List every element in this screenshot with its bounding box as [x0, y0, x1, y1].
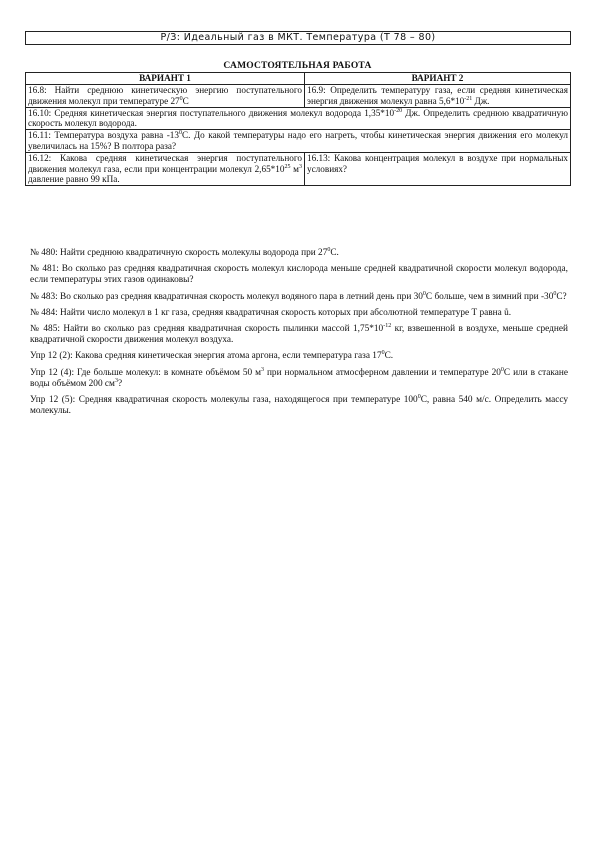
- list-item: № 484: Найти число молекул в 1 кг газа, средняя квадратичная скорость которых при абсолютной температуре Т равна ů.: [30, 307, 512, 318]
- task-16-9: 16.9: Определить температуру газа, если средняя кинетическая энергия движения молекул равна $5,6*10^{-21}$ Дж.: [305, 85, 571, 108]
- task-16-8: 16.8: Найти среднюю кинетическую энергию поступательного движения молекул при температуре $27^0С$: [26, 85, 305, 108]
- variant-2-header: ВАРИАНТ 2: [305, 73, 571, 85]
- table-header-row: [26, 73, 571, 85]
- table-row: [26, 85, 571, 108]
- task-16-13: 16.13: Какова концентрация молекул в воздухе при нормальных условиях?: [305, 152, 571, 185]
- list-item: № 485: Найти во сколько раз средняя квадратичная скорость пылинки массой $1,75*10^{-12}$ кг, взвешенной в воздухе, меньше средней квадратичной скорости движения молекул воздуха.: [30, 322, 568, 346]
- worksheet-header: [25, 31, 571, 45]
- variant-1-header: ВАРИАНТ 1: [26, 73, 305, 85]
- worksheet-title: Р/З: Идеальный газ в МКТ. Температура (Т 78 – 80): [160, 32, 436, 43]
- list-item: № 480: Найти среднюю квадратичную скорость молекулы водорода при $27^0С$.: [30, 246, 339, 258]
- list-item: № 481: Во сколько раз средняя квадратичная скорость молекул кислорода меньше средней квадратичной скорости молекул водорода, если температуры этих газов одинаковы?: [30, 264, 568, 286]
- section-title: САМОСТОЯТЕЛЬНАЯ РАБОТА: [223, 61, 372, 71]
- task-16-11: 16.11: Температура воздуха равна $-13^0С$. До какой температуры надо его нагреть, чтобы кинетическая энергия движения его молекул увеличилась на 15%? В полтора раза?: [26, 130, 571, 153]
- list-item: Упр 12 (5): Средняя квадратичная скорость молекулы газа, находящегося при температуре $100^0С$, равна 540 м/с. Определить массу молекулы.: [30, 393, 569, 417]
- list-item: Упр 12 (4): Где больше молекул: в комнате объёмом 50 $м^3$ при нормальном атмосферном давлении и температуре $20^0С$ или в стакане воды объёмом 200 $см^3$?: [30, 366, 568, 389]
- table-row: [26, 107, 571, 130]
- list-item: Упр 12 (2): Какова средняя кинетическая энергия атома аргона, если температура газа $17^0С$.: [30, 350, 394, 362]
- task-16-12: 16.12: Какова средняя кинетическая энергия поступательного движения молекул газа, если при концентрации молекул $2,65*10^{25}$ $м^3$ давление равно 99 кПа.: [26, 152, 305, 185]
- table-row: [26, 152, 571, 185]
- list-item: № 483: Во сколько раз средняя квадратичная скорость молекул водяного пара в летний день при $30^0С$ больше, чем в зимний при $-30^0С$?: [30, 290, 567, 302]
- task-16-10: 16.10: Средняя кинетическая энергия поступательного движения молекул водорода $1,35*10^{-20}$ Дж. Определить среднюю квадратичную скорость молекул водорода.: [26, 107, 571, 130]
- variants-table: [25, 72, 571, 186]
- task-list: [30, 248, 568, 422]
- table-row: [26, 130, 571, 153]
